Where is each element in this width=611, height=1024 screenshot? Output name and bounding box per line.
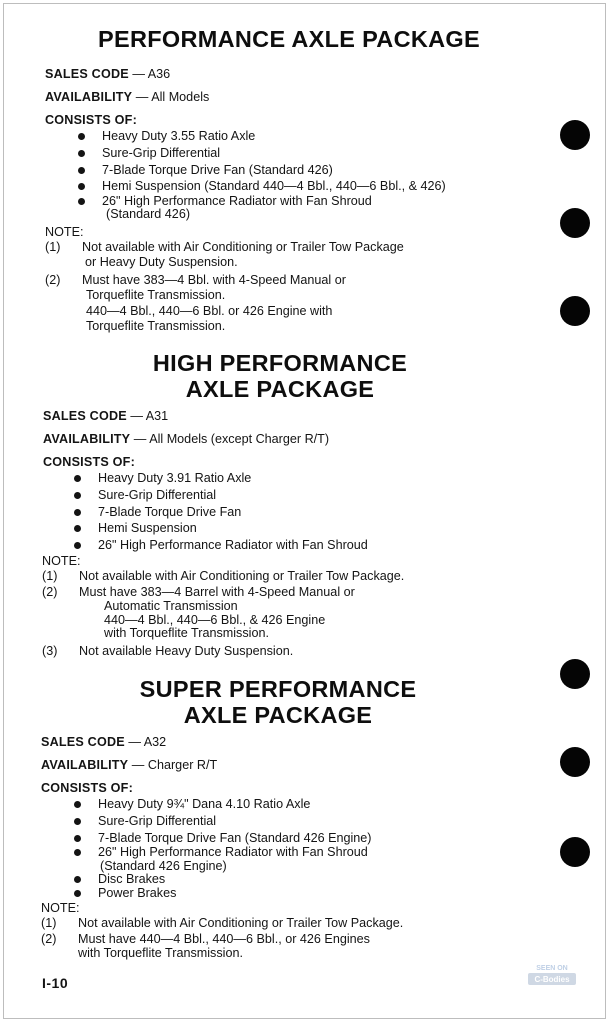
item-text: Power Brakes <box>98 885 177 900</box>
bullet-icon <box>74 835 81 842</box>
note-text: Torqueflite Transmission. <box>86 288 226 303</box>
bullet-icon <box>74 492 81 499</box>
sales-code-value: — A32 <box>128 735 167 749</box>
note-text: with Torqueflite Transmission. <box>78 946 243 961</box>
punch-hole <box>560 208 590 238</box>
note-text: Not available with Air Conditioning or Trailer Tow Package. <box>79 569 405 584</box>
note-text: Not available with Air Conditioning or Trailer Tow Package <box>82 239 404 254</box>
list-item <box>72 145 560 162</box>
availability-line <box>0 757 560 774</box>
availability-label: AVAILABILITY <box>41 757 129 772</box>
sales-code-label: SALES CODE <box>43 409 127 423</box>
note-text: 440—4 Bbl., 440—6 Bbl., & 426 Engine <box>104 612 326 627</box>
availability-label: AVAILABILITY <box>45 89 133 104</box>
availability-line <box>0 431 560 448</box>
consists-of-heading <box>0 780 560 797</box>
availability-label: AVAILABILITY <box>43 431 131 446</box>
consists-of-label: CONSISTS OF: <box>43 454 135 469</box>
list-item <box>68 830 560 847</box>
page-number: I-10 <box>42 975 69 991</box>
note-label: NOTE: <box>42 554 81 569</box>
item-text: 26" High Performance Radiator with Fan Shroud <box>102 193 372 208</box>
bullet-icon <box>78 167 85 174</box>
watermark-logo <box>526 960 578 988</box>
bullet-icon <box>74 890 81 897</box>
item-text: 7-Blade Torque Drive Fan (Standard 426 Engine) <box>98 830 372 845</box>
note-item <box>45 240 560 271</box>
bullet-icon <box>78 150 85 157</box>
consists-of-heading <box>0 112 560 129</box>
note-number: (3) <box>42 643 58 658</box>
item-text: Hemi Suspension (Standard 440—4 Bbl., 440—6 Bbl., & 426) <box>102 179 446 194</box>
note-number: (1) <box>45 239 61 254</box>
section-title-line2: AXLE PACKAGE <box>183 702 373 728</box>
item-text: 26" High Performance Radiator with Fan Shroud <box>98 845 368 860</box>
watermark-line1: SEEN ON <box>536 965 568 972</box>
item-text: 7-Blade Torque Drive Fan <box>98 504 242 519</box>
note-number: (2) <box>45 272 61 287</box>
bullet-icon <box>74 525 81 532</box>
note-item <box>42 569 560 585</box>
consists-of-label: CONSISTS OF: <box>45 112 137 127</box>
bullet-icon <box>78 183 85 190</box>
sales-code-value: — A31 <box>130 409 169 423</box>
list-item <box>68 537 560 554</box>
note-label: NOTE: <box>41 901 80 916</box>
note-text: Automatic Transmission <box>104 599 238 614</box>
list-item <box>72 162 560 179</box>
note-text: 440—4 Bbl., 440—6 Bbl. or 426 Engine with <box>86 303 333 318</box>
list-item <box>68 470 560 487</box>
bullet-icon <box>74 801 81 808</box>
list-item <box>72 195 560 222</box>
sales-code-line <box>0 66 560 83</box>
punch-hole <box>560 296 590 326</box>
punch-hole <box>560 659 590 689</box>
bullet-icon <box>74 509 81 516</box>
item-text: 7-Blade Torque Drive Fan (Standard 426) <box>102 162 333 177</box>
bullet-icon <box>78 133 85 140</box>
consists-of-heading <box>0 454 560 471</box>
high-performance-axle-package-section <box>0 350 560 659</box>
watermark-line2: C-Bodies <box>534 975 570 984</box>
list-item <box>68 796 560 813</box>
list-item <box>72 178 560 195</box>
item-text: Heavy Duty 3.91 Ratio Axle <box>98 471 252 486</box>
sales-code-line <box>0 734 560 751</box>
bullet-icon <box>74 818 81 825</box>
item-text-continued: (Standard 426) <box>106 207 191 222</box>
list-item <box>68 887 560 901</box>
note-text: Must have 383—4 Barrel with 4-Speed Manual or <box>79 584 355 599</box>
list-item <box>68 846 560 873</box>
note-text: Must have 383—4 Bbl. with 4-Speed Manual or <box>82 272 346 287</box>
item-text: 26" High Performance Radiator with Fan Shroud <box>98 537 368 552</box>
note-item <box>41 932 560 961</box>
bullet-icon <box>74 876 81 883</box>
sales-code-value: — A36 <box>132 67 171 81</box>
note-number: (2) <box>42 584 58 599</box>
note-item <box>41 916 560 932</box>
availability-line <box>0 89 560 106</box>
list-item <box>68 504 560 521</box>
note-number: (2) <box>41 931 57 946</box>
note-item <box>42 644 560 660</box>
note-number: (1) <box>41 916 57 931</box>
note-text: Not available with Air Conditioning or Trailer Tow Package. <box>78 916 404 931</box>
list-item <box>68 873 560 887</box>
item-text: Sure-Grip Differential <box>98 813 217 828</box>
list-item <box>68 487 560 504</box>
availability-value: — All Models <box>135 89 210 104</box>
bullet-icon <box>74 542 81 549</box>
notes-block <box>41 900 560 961</box>
punch-hole <box>560 747 590 777</box>
note-label: NOTE: <box>45 224 84 239</box>
availability-value: — Charger R/T <box>131 757 218 772</box>
sales-code-label: SALES CODE <box>45 67 129 81</box>
item-text-continued: (Standard 426 Engine) <box>100 858 227 873</box>
list-item <box>72 128 560 145</box>
punch-hole <box>560 837 590 867</box>
item-text: Disc Brakes <box>98 872 166 887</box>
item-text: Sure-Grip Differential <box>102 145 221 160</box>
note-text: Not available Heavy Duty Suspension. <box>79 643 294 658</box>
note-number: (1) <box>42 569 58 584</box>
notes-block <box>42 553 560 659</box>
performance-axle-package-section <box>0 26 560 335</box>
item-text: Hemi Suspension <box>98 521 197 536</box>
note-item <box>45 273 560 335</box>
item-text: Heavy Duty 3.55 Ratio Axle <box>102 129 256 144</box>
list-item <box>68 813 560 830</box>
bullet-icon <box>74 849 81 856</box>
availability-value: — All Models (except Charger R/T) <box>133 431 330 446</box>
sales-code-label: SALES CODE <box>41 735 125 749</box>
notes-block <box>45 224 560 335</box>
item-list <box>68 796 560 900</box>
bullet-icon <box>74 475 81 482</box>
note-text: Torqueflite Transmission. <box>86 319 226 334</box>
section-title: SUPER PERFORMANCE <box>139 676 417 702</box>
list-item <box>68 520 560 537</box>
note-text: with Torqueflite Transmission. <box>104 626 269 641</box>
note-item <box>42 585 560 641</box>
super-performance-axle-package-section <box>0 676 560 961</box>
note-text: Must have 440—4 Bbl., 440—6 Bbl., or 426 Engines <box>78 931 370 946</box>
item-text: Sure-Grip Differential <box>98 487 217 502</box>
item-text: Heavy Duty 9¾" Dana 4.10 Ratio Axle <box>98 797 311 812</box>
item-list <box>68 470 560 553</box>
punch-hole <box>560 120 590 150</box>
section-title: HIGH PERFORMANCE <box>152 350 408 376</box>
sales-code-line <box>0 408 560 425</box>
note-text: or Heavy Duty Suspension. <box>85 255 238 270</box>
section-title: PERFORMANCE AXLE PACKAGE <box>98 26 480 52</box>
item-list <box>72 128 560 221</box>
bullet-icon <box>78 198 85 205</box>
section-title-line2: AXLE PACKAGE <box>185 376 375 402</box>
consists-of-label: CONSISTS OF: <box>41 780 133 795</box>
